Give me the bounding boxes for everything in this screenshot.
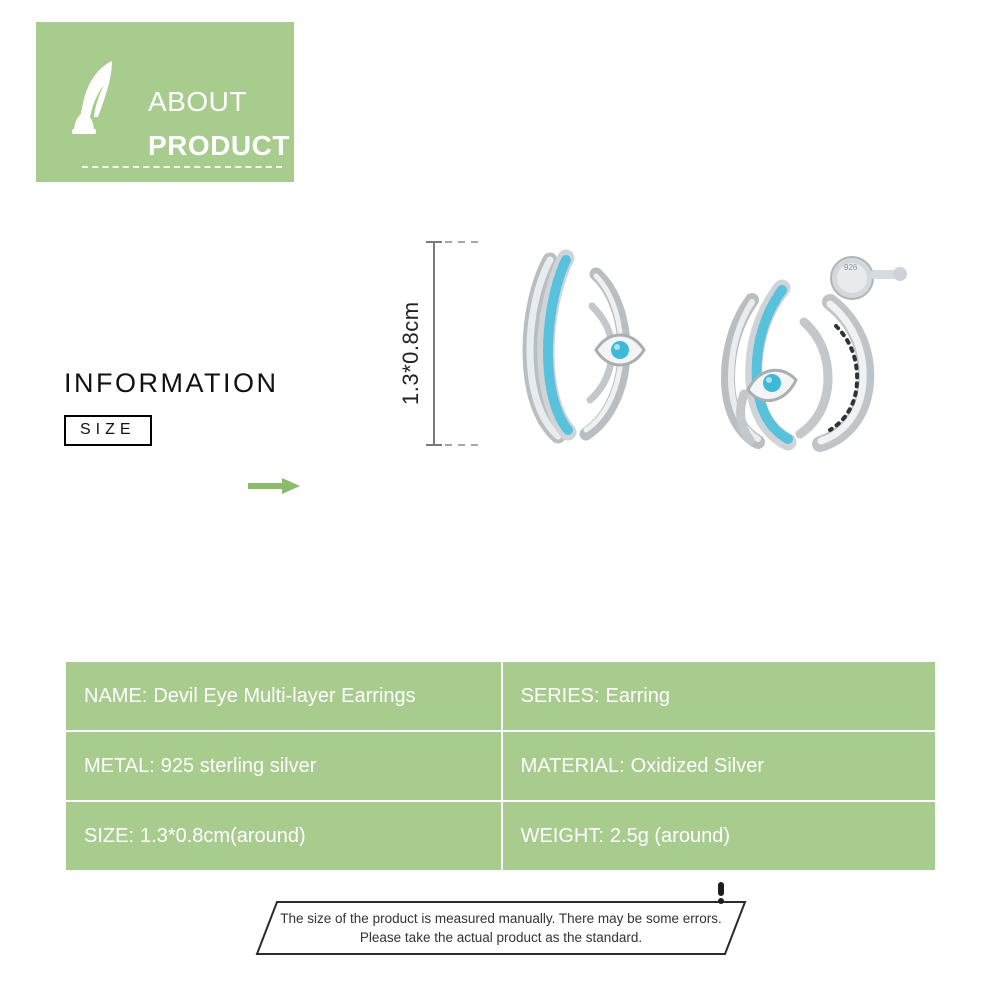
footer-note-line-1: The size of the product is measured manually. There may be some errors.	[280, 911, 722, 926]
spec-label: NAME:	[84, 684, 148, 707]
spec-cell-metal	[65, 731, 502, 801]
banner-dashed-divider	[82, 166, 282, 168]
spec-cell-material	[502, 731, 936, 801]
feather-quill-icon	[68, 57, 128, 137]
spec-value: 2.5g (around)	[609, 824, 730, 847]
information-block	[64, 368, 324, 446]
spec-label: SERIES:	[520, 684, 600, 707]
footer-note-text	[255, 909, 747, 947]
footer-disclaimer	[255, 900, 747, 956]
spec-value: 1.3*0.8cm(around)	[140, 824, 306, 847]
product-figure	[400, 230, 940, 480]
spec-value: Devil Eye Multi-layer Earrings	[153, 684, 416, 707]
information-title: INFORMATION	[64, 368, 279, 398]
footer-note-line-2: Please take the actual product as the standard.	[359, 930, 643, 945]
spec-label: SIZE:	[84, 824, 135, 847]
banner-line-2: PRODUCT	[148, 130, 290, 161]
spec-label: METAL:	[84, 754, 155, 777]
table-row	[65, 661, 936, 731]
spec-cell-name	[65, 661, 502, 731]
spec-value: Earring	[605, 684, 670, 707]
spec-value: 925 sterling silver	[160, 754, 317, 777]
size-badge: SIZE	[64, 415, 152, 446]
svg-text:926: 926	[844, 263, 858, 272]
spec-label: MATERIAL:	[520, 754, 625, 777]
spec-cell-size	[65, 801, 502, 871]
spec-label: WEIGHT:	[520, 824, 604, 847]
about-product-banner	[36, 22, 294, 182]
dimension-label: 1.3*0.8cm	[398, 301, 423, 405]
right-arrow-icon	[248, 478, 300, 494]
table-row	[65, 731, 936, 801]
spec-cell-weight	[502, 801, 936, 871]
product-spec-table	[64, 660, 937, 872]
spec-cell-series	[502, 661, 936, 731]
exclamation-icon	[712, 882, 730, 904]
table-row	[65, 801, 936, 871]
spec-value: Oxidized Silver	[630, 754, 765, 777]
banner-line-1: ABOUT	[148, 86, 247, 117]
